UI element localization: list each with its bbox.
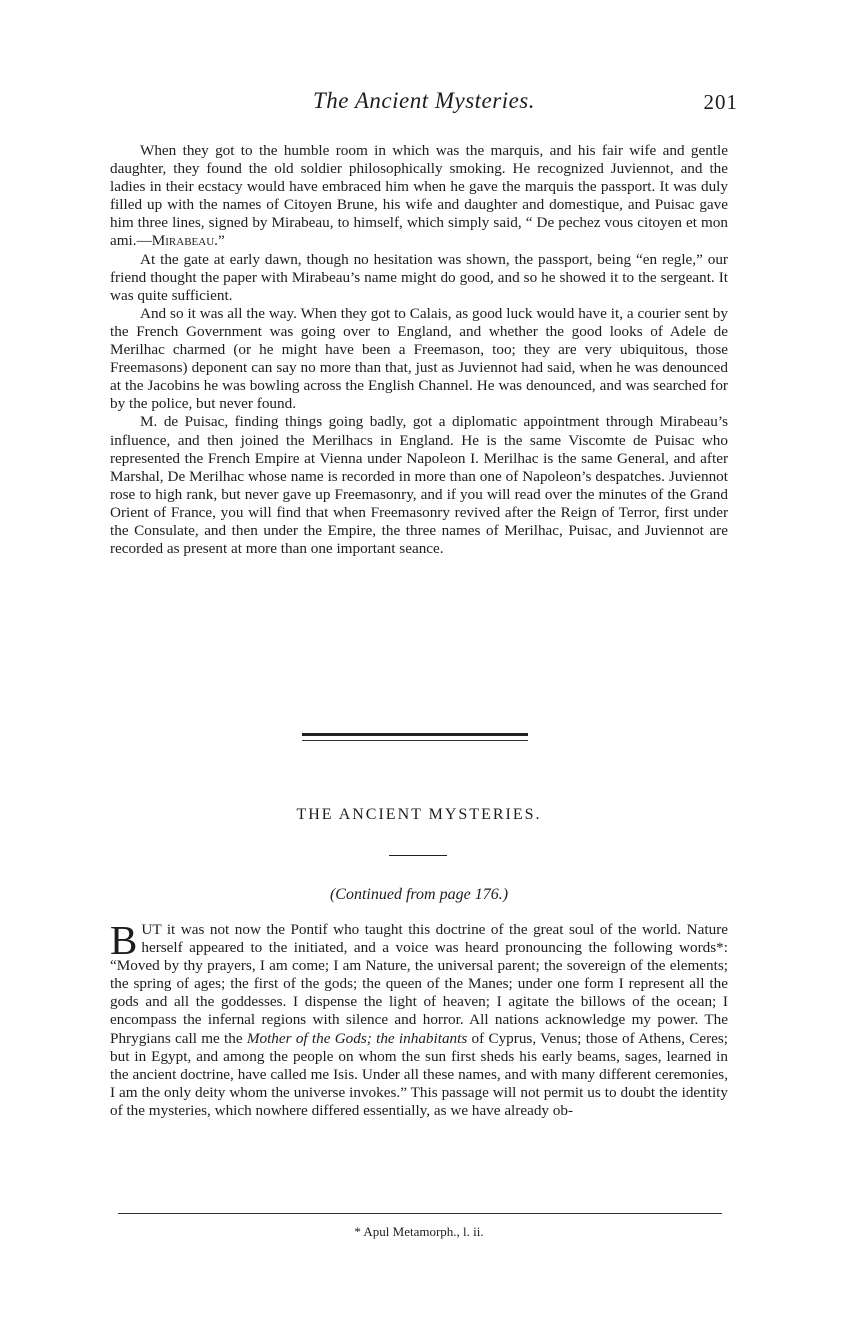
mysteries-article [110, 917, 729, 1120]
paragraph-1-end: .” [214, 232, 225, 250]
paragraph-3: And so it was all the way. When they got to Calais, as good luck would have it, a courier sent by the French Government was going over to England, and whether the good looks of Adele de Merilhac charmed (or he might have been a Freemason, too; they are very ubiquitous, those Freemasons) deponent can say no more than that, just as Juviennot had said, when he was denounced at the Jacobins he was bowling across the English Channel. He was denounced, and was searched for by the police, but never found. [110, 304, 728, 413]
drop-cap: B [110, 917, 138, 963]
story-conclusion [110, 142, 728, 558]
page-number: 201 [703, 90, 738, 114]
footnote: * Apul Metamorph., l. ii. [354, 1224, 484, 1239]
footnote-rule [118, 1213, 722, 1214]
running-title: The Ancient Mysteries. [313, 88, 535, 113]
paragraph-1 [110, 142, 728, 251]
article-text-b: of Cyprus, Venus; those of Athens, Ceres; but in Egypt, and among the people on whom the sun first sheds his early beams, sages, learned in the ancient doctrine, have called me Isis. Under all these names, and with many different ceremonies, I am the only deity whom the universe invokes.” This passage will not permit us to doubt the identity of the mysteries, which nowhere differed essentially, as we have already ob- [110, 1029, 729, 1119]
article-text-a: UT it was not now the Pontif who taught this doctrine of the great soul of the world. Nature herself appeared to the initiated, and a voice was heard pronouncing the following words*: “Moved by thy prayers, I am come; I am Nature, the universal parent; the sovereign of the elements; the spring of ages; the first of the gods; the queen of the Manes; under one form I represent all the gods and all the goddesses. I dispense the light of heaven; I agitate the billows of the ocean; I encompass the infernal regions with silence and horror. All nations acknowledge my power. The Phrygians call me the [110, 921, 728, 1047]
article-paragraph-1 [110, 917, 729, 1120]
paragraph-1-text: When they got to the humble room in which was the marquis, and his fair wife and gentle daughter, they found the old soldier philosophically smoking. He recognized Juviennot, and the ladies in their ecstacy would have embraced him when he gave the marquis the passport. It was duly filled up with the names of Citoyen Brune, his wife and daughter and domestique, and Puisac gave him three lines, signed by Mirabeau, to himself, which simply said, “ De pechez vous citoyen et mon ami.— [110, 142, 728, 250]
page-header [110, 80, 738, 120]
title-underline [389, 855, 447, 856]
section-title: THE ANCIENT MYSTERIES. [296, 806, 542, 823]
mirabeau-signature: Mirabeau [151, 232, 215, 250]
paragraph-4: M. de Puisac, finding things going badly, got a diplomatic appointment through Mirabeau’s influence, and then joined the Merilhacs in England. He is the same Viscomte de Puisac who represented the French Empire at Vienna under Napoleon I. Merilhac is the same General, and after Marshal, De Merilhac whose name is recorded in more than one of Napoleon’s despatches. Juviennot rose to high rank, but never gave up Freemasonry, and if you will read over the minutes of the Grand Orient of France, you will find that when Freemasonry revived after the Reign of Terror, first under the Consulate, and then under the Empire, the three names of Merilhac, Puisac, and Juviennot are recorded as present at more than one important seance. [110, 413, 728, 558]
paragraph-2: At the gate at early dawn, though no hesitation was shown, the passport, being “en regle,” our friend thought the paper with Mirabeau’s name might do good, and so he showed it to the sergeant. It was quite sufficient. [110, 250, 728, 304]
article-text-italic: Mother of the Gods; the inhabitants [246, 1029, 468, 1047]
section-divider-thick [302, 733, 528, 736]
section-divider-thin [302, 740, 528, 741]
continued-note: (Continued from page 176.) [329, 886, 509, 903]
